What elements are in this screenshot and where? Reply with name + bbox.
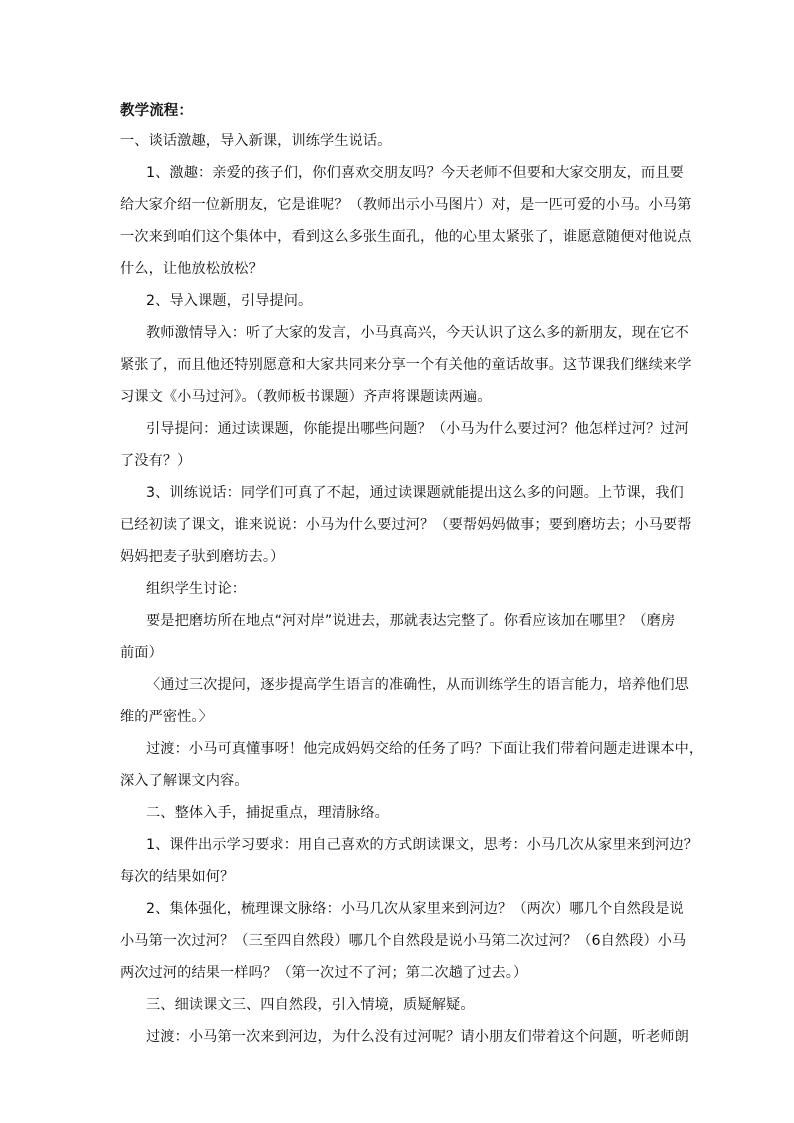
paragraph-line: 教师激情导入：听了大家的发言，小马真高兴，今天认识了这么多的新朋友，现在它不 (146, 325, 689, 341)
section-heading: 二、整体入手，捕捉重点，理清脉络。 (146, 805, 389, 821)
paragraph-line: 妈妈把麦子驮到磨坊去。） (120, 549, 285, 565)
paragraph-line: 2、导入课题，引导提问。 (146, 293, 313, 309)
paragraph-line: 前面） (120, 645, 163, 661)
paragraph-line: 小马第一次过河？（三至四自然段）哪几个自然段是说小马第二次过河？（6自然段）小马 (120, 933, 687, 949)
paragraph-line: 过渡：小马可真懂事呀！他完成妈妈交给的任务了吗？下面让我们带着问题走进课本中， (146, 741, 704, 757)
paragraph-line: 了没有？） (120, 453, 192, 469)
paragraph-line: 组织学生讨论： (146, 581, 247, 597)
paragraph-line: 已经初读了课文，谁来说说：小马为什么要过河？（要帮妈妈做事；要到磨坊去；小马要帮 (120, 517, 692, 533)
section-heading: 三、细读课文三、四自然段，引入情境，质疑解疑。 (146, 997, 475, 1013)
paragraph-line: 维的严密性。〉 (120, 709, 213, 725)
paragraph-line: 过渡：小马第一次来到河边，为什么没有过河呢？请小朋友们带着这个问题，听老师朗 (146, 1029, 689, 1045)
paragraph-line: 什么，让他放松放松？ (120, 261, 263, 277)
paragraph-line: 习课文《小马过河》。（教师板书课题）齐声将课题读两遍。 (120, 389, 492, 405)
paragraph-line: 1、课件出示学习要求：用自己喜欢的方式朗读课文，思考：小马几次从家里来到河边？ (146, 837, 699, 853)
paragraph-line: 3、训练说话：同学们可真了不起，通过读课题就能提出这么多的问题。上节课，我们 (146, 485, 684, 501)
document-title: 教学流程： (120, 103, 193, 119)
paragraph-line: 深入了解课文内容。 (120, 773, 249, 789)
paragraph-line: 引导提问：通过读课题，你能提出哪些问题？（小马为什么要过河？他怎样过河？过河 (146, 421, 689, 437)
paragraph-line: 2、集体强化，梳理课文脉络：小马几次从家里来到河边？（两次）哪几个自然段是说 (146, 901, 684, 917)
paragraph-line: 一次来到咱们这个集体中，看到这么多张生面孔，他的心里太紧张了，谁愿意随便对他说点 (120, 229, 692, 245)
paragraph-line: 〈通过三次提问，逐步提高学生语言的准确性，从而训练学生的语言能力，培养他们思 (146, 677, 689, 693)
paragraph-line: 紧张了，而且他还特别愿意和大家共同来分享一个有关他的童话故事。这节课我们继续来学 (120, 357, 692, 373)
paragraph-line: 每次的结果如何？ (120, 869, 235, 885)
paragraph-line: 1、激趣：亲爱的孩子们，你们喜欢交朋友吗？今天老师不但要和大家交朋友，而且要 (146, 165, 684, 181)
paragraph-line: 两次过河的结果一样吗？（第一次过不了河；第二次趟了过去。） (120, 965, 528, 981)
paragraph-line: 要是把磨坊所在地点“河对岸”说进去，那就表达完整了。你看应该加在哪里？（磨房 (146, 613, 676, 629)
section-heading: 一、谈话激趣，导入新课，训练学生说话。 (120, 133, 392, 149)
paragraph-line: 给大家介绍一位新朋友，它是谁呢？（教师出示小马图片）对，是一匹可爱的小马。小马第 (120, 197, 692, 213)
